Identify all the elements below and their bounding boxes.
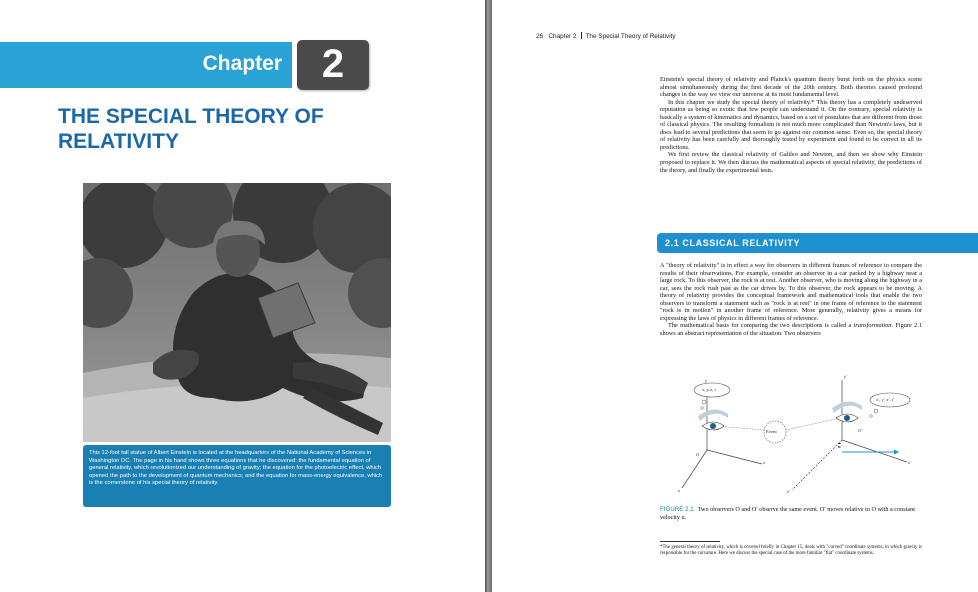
right-page — [492, 0, 978, 592]
photo-caption-box — [83, 445, 391, 507]
photo-caption: This 12-foot tall statue of Albert Einstein is located at the headquarters of the National Academy of Sciences in Washington DC. The page in his hand shows three equations that he discovered: the fundamental equation of general relativity, which revolutionized our understanding of gravity; the equation for the photoelectric effect, which opened the path to the development of quantum mechanics; and the equation for mass-energy equivalence, which is the cornerstone of his special theory of relativity. — [89, 450, 383, 487]
axis-x-label: x — [763, 460, 766, 465]
axis-z-prime-label: z′ — [787, 489, 790, 494]
running-subtitle: The Special Theory of Relativity — [585, 33, 676, 40]
figure-number: FIGURE 2.1 — [660, 506, 694, 513]
transformation-paragraph — [660, 322, 922, 337]
running-header — [536, 32, 676, 40]
event-label: Event — [766, 429, 777, 434]
intro-paragraph: We first review the classical relativity of Galileo and Newton, and then we show why Einstein proposed to replace it. We then discuss the mathematical aspects of special relativity, the predictions of the theory, and finally the experimental tests. — [660, 151, 922, 174]
figure-caption — [660, 506, 922, 522]
velocity-label: $\overline{u}$ — [838, 444, 841, 449]
section-text — [660, 262, 922, 337]
transformation-pre: The mathematical basis for comparing the two descriptions is called a — [668, 322, 854, 330]
intro-paragraph: In this chapter we study the special theory of relativity.* This theory has a completely undeserved reputation as being so exotic that few people can understand it. On the contrary, special relativity is basically a system of kinematics and dynamics, based on a set of postulates that are different from those of classical physics. The resulting formalism is not much more complicated than Newton's laws, but it does lead to several predictions that seem to go against our common sense. Even so, the special theory of relativity has been carefully and thoroughly tested by experiment and found to be correct in all its predictions. — [660, 98, 922, 151]
axis-x-prime-label: x′ — [908, 460, 912, 465]
book-gutter — [485, 0, 492, 592]
left-page — [0, 0, 485, 592]
bubble-label-right: x′, y′, z′, t′ — [876, 397, 895, 402]
velocity-arrowhead — [894, 450, 899, 455]
intro-paragraph: Einstein's special theory of relativity and Planck's quantum theory burst forth on the physics scene almost simultaneously during the first decade of the 20th century. Both theories caused profound changes in the way we view our universe at its most fundamental level. — [660, 76, 922, 99]
chapter-number-box — [297, 40, 369, 90]
figure-2-1 — [662, 374, 927, 500]
eye-icon-left — [698, 409, 728, 430]
origin-o-prime-label: O′ — [858, 428, 863, 433]
figure-caption-text: Two observers O and O′ observe the same event. O′ moves relative to O with a constant velocity u. — [660, 506, 915, 521]
origin-o-label: O — [696, 452, 700, 457]
page-number: 26 — [536, 33, 544, 40]
axis-z-line — [682, 450, 707, 488]
intro-text — [660, 76, 922, 174]
axis-x-line — [707, 450, 762, 464]
bubble-label-left: x, y, z, t — [702, 387, 716, 392]
section-paragraph: A "theory of relativity" is in effect a way for observers in different frames of reference to compare the results of their observations. For example, consider an observer in a car parked by a highway near a large rock. To this observer, the rock is at rest. Another observer, who is moving along the highway in a car, sees the rock rush past as the car drives by. To this observer, the rock appears to be moving. A theory of relativity provides the conceptual framework and mathematical tools that enable the two observers to transform a statement such as "rock is at rest" in one frame of reference to the statement "rock is in motion" in another frame of reference. More generally, relativity gives a means for expressing the laws of physics in different frames of reference. — [660, 262, 922, 322]
chapter-title: THE SPECIAL THEORY OF RELATIVITY — [58, 105, 324, 153]
section-heading: 2.1 CLASSICAL RELATIVITY — [665, 238, 801, 248]
header-separator — [581, 32, 582, 39]
axis-y-label: y — [705, 378, 708, 383]
transformation-post: Figure 2.1 shows an abstract representation of the situation. Two observers — [660, 322, 922, 337]
einstein-statue-photo — [83, 183, 391, 442]
running-title: Chapter 2 — [548, 33, 577, 40]
footnote-rule — [660, 541, 720, 542]
axis-z-label: z — [678, 488, 680, 493]
chapter-word: Chapter — [202, 52, 282, 75]
axis-z-prime-line — [792, 440, 842, 490]
sight-line-left — [717, 426, 764, 430]
sight-line-right — [786, 418, 840, 430]
axis-y-prime-label: y′ — [844, 374, 848, 379]
chapter-banner — [0, 42, 292, 88]
transformation-term: transformation. — [853, 322, 894, 330]
axis-x-prime-line — [842, 440, 907, 462]
chapter-number: 2 — [321, 42, 345, 86]
footnote: *The general theory of relativity, which is covered briefly in Chapter 15, deals with "curved" coordinate systems, in which gravity is responsible for the curvature. Here we discuss the special case of the more familiar "flat" coordinate systems. — [660, 545, 922, 557]
section-heading-bar — [657, 233, 978, 253]
